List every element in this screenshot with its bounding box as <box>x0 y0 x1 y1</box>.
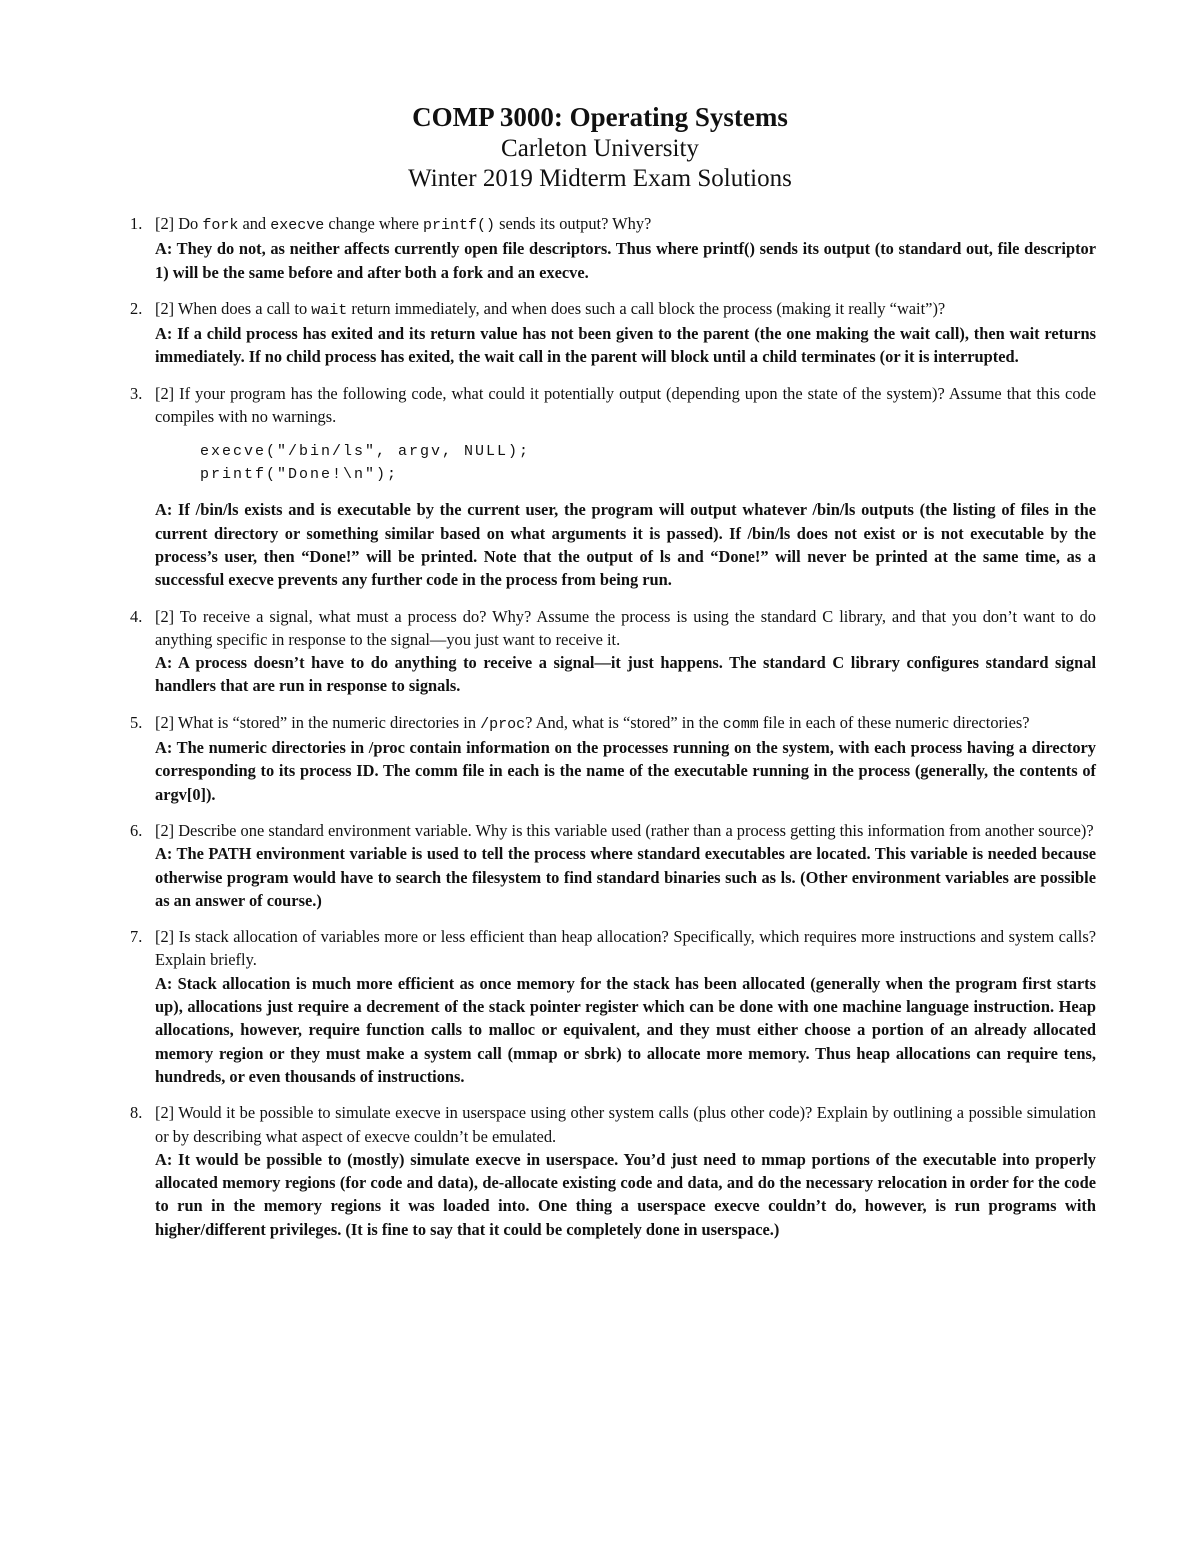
question-text-segment: sends its output? Why? <box>495 214 652 233</box>
answer-text: A: If /bin/ls exists and is executable by the current user, the program will output whatever /bin/ls outputs (the listing of files in the current directory or something similar based on what arguments it is passed). If /bin/ls does not exist or is not executable by the process’s user, then “Done!” will be printed. Note that the output of ls and “Done!” will never be printed at the same time, as a successful execve prevents any further code in the process from being run. <box>155 500 1096 590</box>
question-3 <box>130 382 1096 592</box>
document-header <box>0 100 1200 194</box>
code-term: wait <box>311 301 348 319</box>
question-text: [2] If your program has the following code, what could it potentially output (depending upon the state of the system)? Assume that this code compiles with no warnings. <box>155 383 1096 427</box>
document-title: COMP 3000: Operating Systems <box>412 102 788 132</box>
code-term: execve <box>270 217 325 234</box>
code-term: printf() <box>423 217 496 234</box>
answer-text: A: They do not, as neither affects currently open file descriptors. Thus where printf() sends its output (to standard out, file descriptor 1) will be the same before and after both a fork and an execve. <box>155 239 1096 282</box>
code-term: comm <box>722 715 759 733</box>
question-list <box>130 212 1096 1254</box>
question-number: 3. <box>130 383 143 403</box>
question-number: 8. <box>130 1103 143 1123</box>
question-number: 7. <box>130 927 143 947</box>
question-text-segment: ? And, what is “stored” in the <box>525 712 723 732</box>
question-text-segment: return immediately, and when does such a call block the process (making it really “wait”)? <box>347 298 946 318</box>
question-number: 1. <box>130 214 143 233</box>
code-term: fork <box>202 217 239 234</box>
question-text <box>155 297 1096 322</box>
question-number: 4. <box>130 606 143 626</box>
answer-text: A: A process doesn’t have to do anything to receive a signal—it just happens. The standard C library configures standard signal handlers that are run in response to signals. <box>155 653 1096 696</box>
answer-text: A: It would be possible to (mostly) simulate execve in userspace. You’d just need to mmap portions of the executable into properly allocated memory regions (for code and data), de-allocate existing code and data, and do the necessary relocation in order for the code to run in the memory regions it was loaded into. One thing a userspace execve couldn’t do, however, is run programs with higher/different privileges. (It is fine to say that it could be completely done in userspace.) <box>155 1149 1096 1239</box>
answer-text: A: The PATH environment variable is used to tell the process where standard executables are located. This variable is needed because otherwise program would have to search the filesystem to find standard binaries such as ls. (Other environment variables are possible as an answer of course.) <box>155 844 1096 910</box>
question-text-segment: [2] What is “stored” in the numeric directories in <box>155 712 481 732</box>
question-text <box>155 711 1096 736</box>
question-text <box>155 212 1096 237</box>
code-line: execve("/bin/ls", argv, NULL); <box>200 443 531 461</box>
exam-name: Winter 2019 Midterm Exam Solutions <box>408 165 792 192</box>
code-term: /proc <box>480 715 526 733</box>
question-text-segment: change where <box>324 214 423 233</box>
question-5 <box>130 711 1096 806</box>
question-text-segment: [2] Do <box>155 214 203 233</box>
question-number: 2. <box>130 298 143 318</box>
question-number: 5. <box>130 712 143 732</box>
question-8 <box>130 1101 1096 1241</box>
question-1 <box>130 212 1096 284</box>
question-text-segment: file in each of these numeric directories? <box>758 712 1030 732</box>
question-text: [2] Describe one standard environment variable. Why is this variable used (rather than a process getting this information from another source)? <box>155 820 1094 840</box>
question-text-segment: and <box>238 214 271 233</box>
question-text: [2] Is stack allocation of variables more or less efficient than heap allocation? Specifically, which requires more instructions and system calls? Explain briefly. <box>155 927 1096 970</box>
question-number: 6. <box>130 820 143 840</box>
institution-name: Carleton University <box>501 135 699 162</box>
question-text: [2] Would it be possible to simulate execve in userspace using other system calls (plus other code)? Explain by outlining a possible simulation or by describing what aspect of execve couldn’t be emulated. <box>155 1103 1096 1146</box>
question-2 <box>130 297 1096 369</box>
question-text: [2] To receive a signal, what must a process do? Why? Assume the process is using the standard C library, and that you don’t want to do anything specific in response to the signal—you just want to receive it. <box>155 606 1096 649</box>
question-7 <box>130 925 1096 1088</box>
question-text-segment: [2] When does a call to <box>155 298 312 318</box>
code-block <box>200 440 1096 486</box>
answer-text: A: Stack allocation is much more efficient as once memory for the stack has been allocated (generally when the program first starts up), allocations just require a decrement of the stack pointer register which can be done with one machine language instruction. Heap allocations, however, require function calls to malloc or equivalent, and they must either choose a portion of an already allocated memory region or they must make a system call (mmap or sbrk) to allocate more memory. Thus heap allocations can require tens, hundreds, or even thousands of instructions. <box>155 973 1096 1086</box>
answer-text: A: If a child process has exited and its return value has not been given to the parent (the one making the wait call), then wait returns immediately. If no child process has exited, the wait call in the parent will block until a child terminates (or it is interrupted. <box>155 324 1096 367</box>
question-6 <box>130 819 1096 912</box>
question-4 <box>130 605 1096 698</box>
code-line: printf("Done!\n"); <box>200 466 399 484</box>
answer-text: A: The numeric directories in /proc contain information on the processes running on the system, with each process having a directory corresponding to its process ID. The comm file in each is the name of the executable running in the process (generally, the contents of argv[0]). <box>155 738 1096 804</box>
